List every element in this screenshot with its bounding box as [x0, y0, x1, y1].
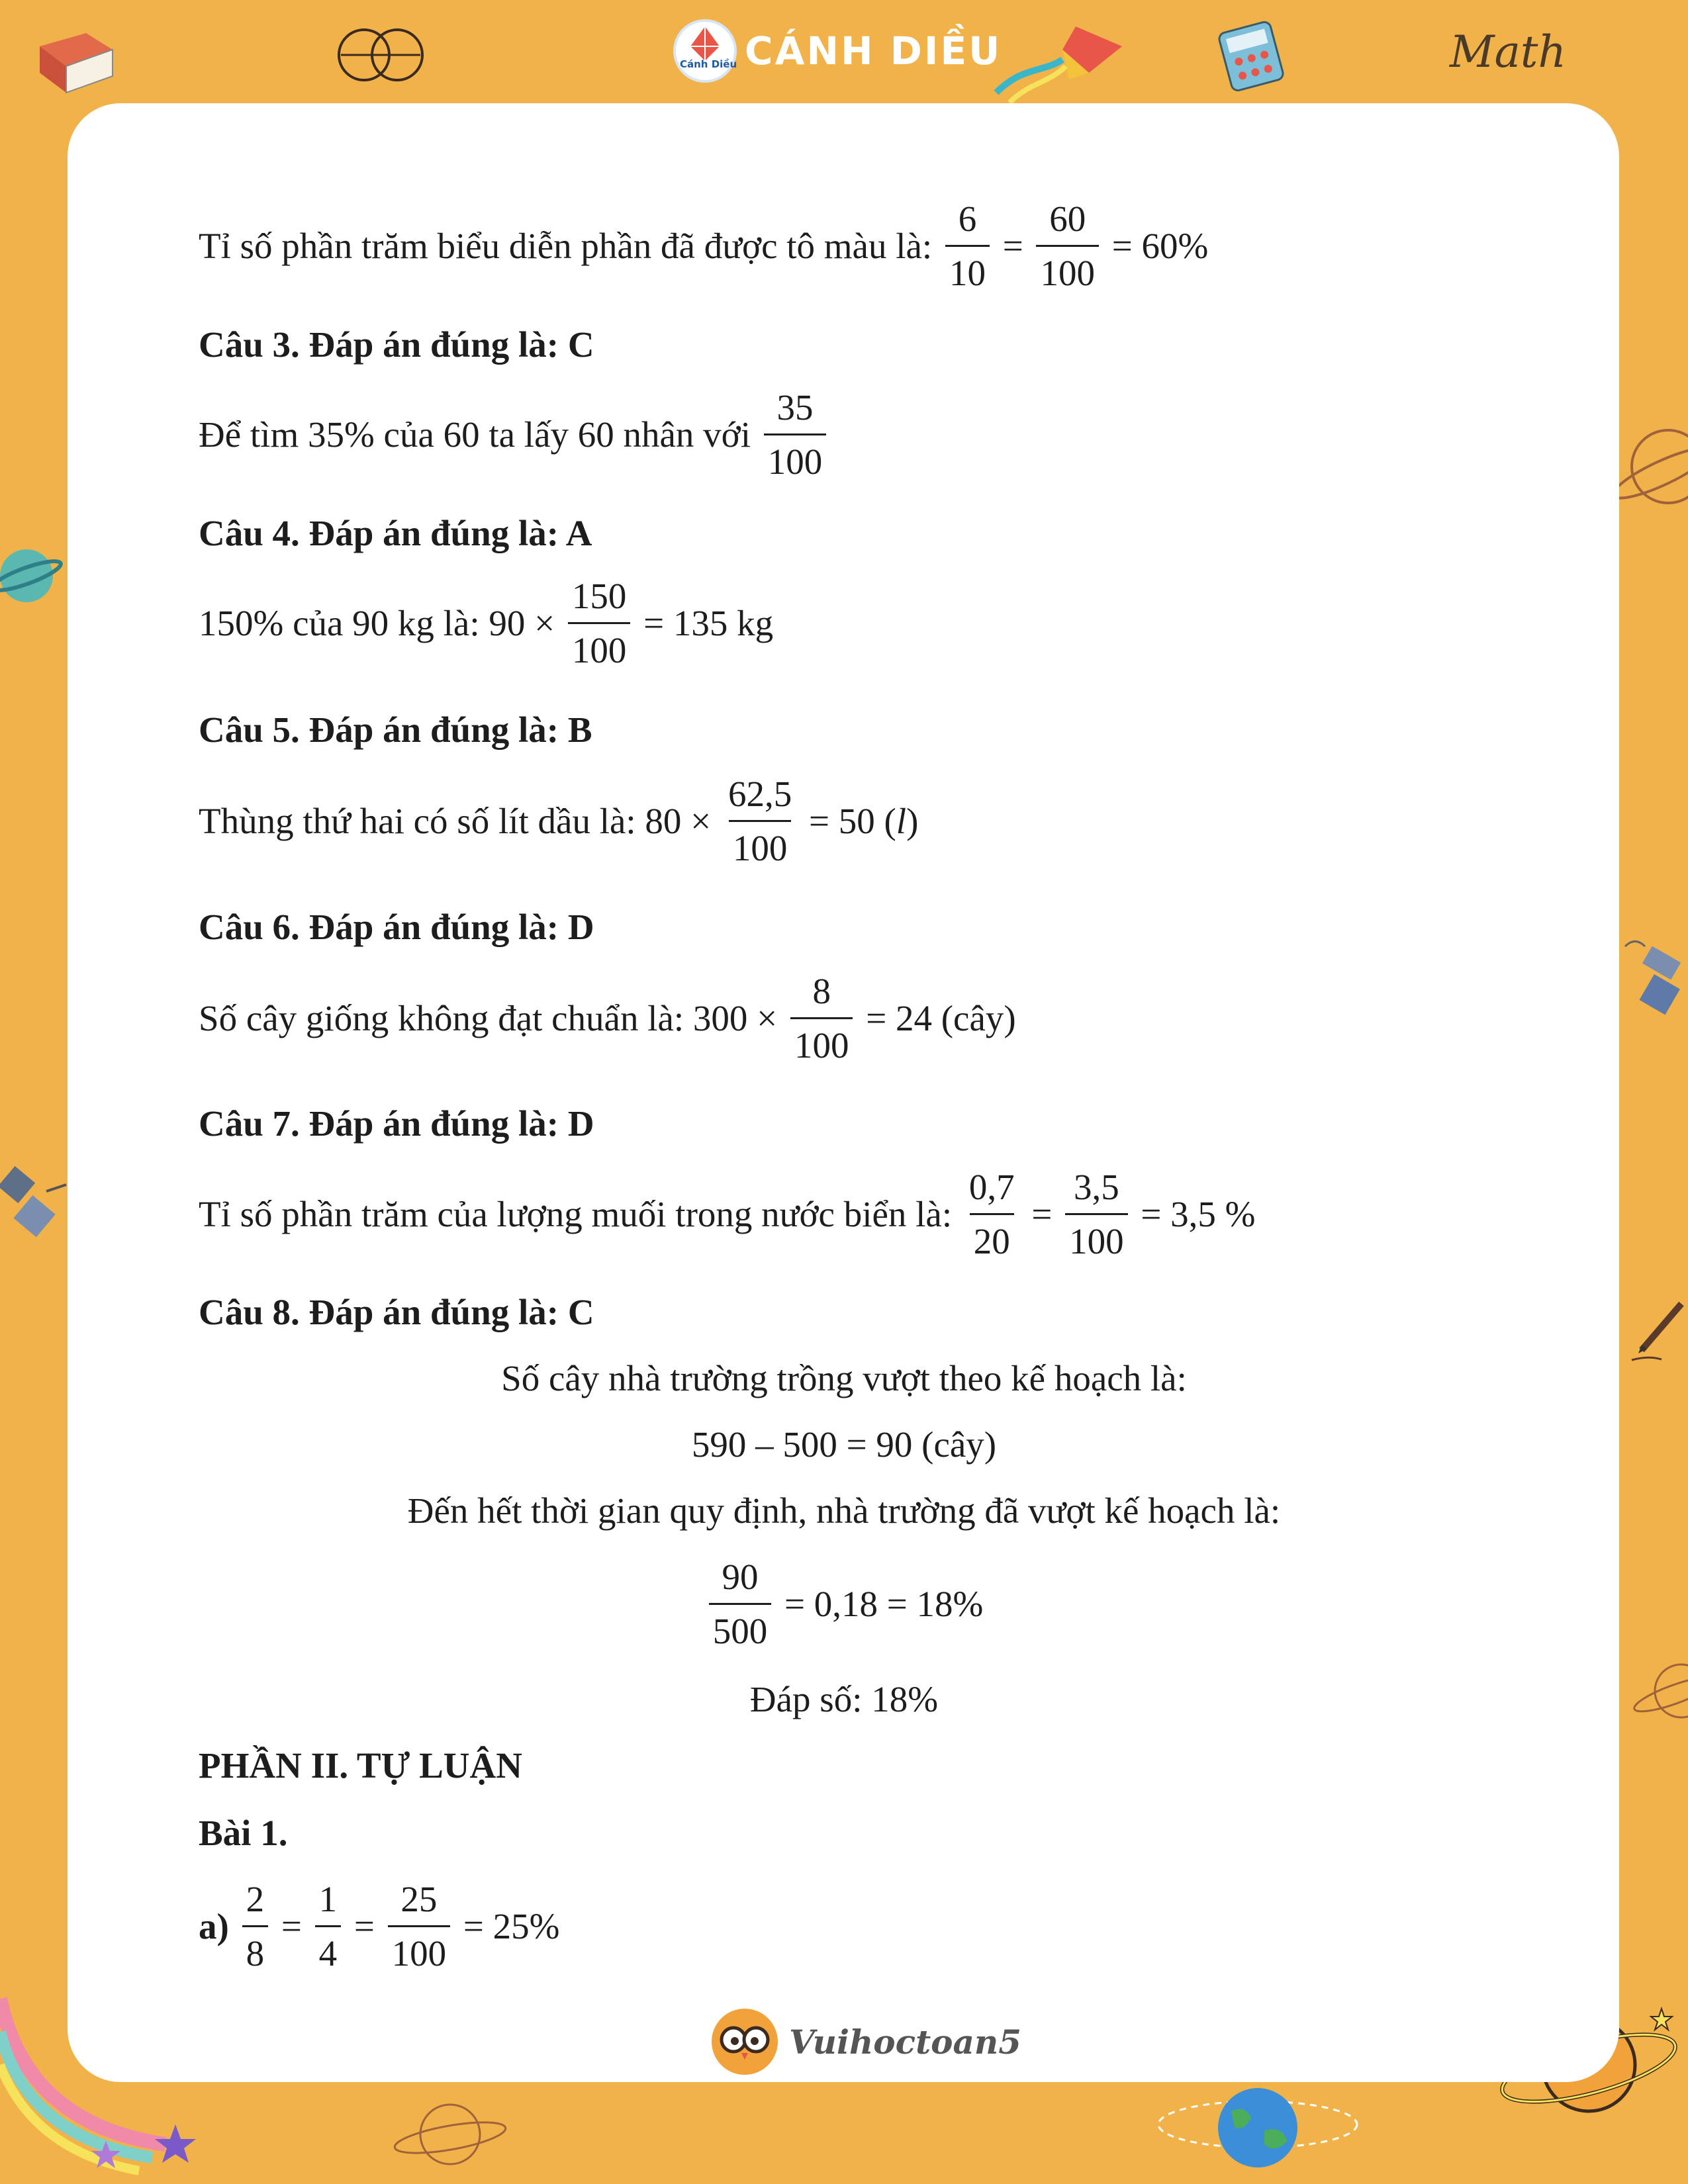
q4-denominator: 100: [568, 622, 631, 668]
q8-line-1: Số cây nhà trường trồng vượt theo kế hoạch là:: [501, 1358, 1187, 1398]
q4-numerator: 150: [571, 576, 627, 616]
q8-answer: Đáp số: 18%: [749, 1679, 939, 1719]
footer-brand: [708, 2005, 1021, 2078]
q8-numerator: 90: [722, 1557, 759, 1597]
a-equals-2: =: [353, 1906, 375, 1946]
brand-title: CÁNH DIỀU: [745, 28, 1002, 73]
q3-denominator: 100: [764, 433, 827, 480]
venn-diagram-icon: [328, 25, 434, 85]
a-f3-denominator: 100: [388, 1925, 451, 1972]
pencil-icon: [1628, 1297, 1688, 1363]
q6-answer-line: [199, 973, 1016, 1064]
a-fraction-2: [315, 1881, 342, 1972]
q2-fraction-1: [945, 201, 990, 291]
q7-f2-denominator: 100: [1065, 1213, 1128, 1259]
q2-f2-denominator: 100: [1036, 245, 1099, 291]
a-equals-1: =: [281, 1906, 302, 1946]
part-a-line: [199, 1881, 559, 1972]
q7-result: = 3,5 %: [1141, 1194, 1256, 1234]
part-a-label: a): [199, 1906, 229, 1946]
q2-answer-line: [199, 201, 1208, 291]
q3-fraction: [764, 389, 827, 480]
q8-denominator: 500: [709, 1603, 772, 1649]
q2-f1-numerator: 6: [958, 199, 977, 239]
q4-fraction: [568, 578, 631, 668]
q3-numerator: 35: [776, 387, 814, 428]
q7-f1-denominator: 20: [970, 1213, 1014, 1259]
q4-text: 150% của 90 kg là: 90 ×: [199, 603, 555, 643]
q6-denominator: 100: [790, 1017, 853, 1064]
q7-text: Tỉ số phần trăm của lượng muối trong nước biển là:: [199, 1194, 953, 1234]
q5-result-group: [809, 801, 918, 841]
q2-f2-numerator: 60: [1049, 199, 1086, 239]
brand-logo: [672, 15, 1002, 87]
q8-calc-line: [0, 1559, 1688, 1649]
q3-answer-line: [199, 389, 830, 480]
earth-icon: [1152, 2078, 1364, 2177]
a-fraction-3: [388, 1881, 451, 1972]
q7-answer-line: [199, 1169, 1255, 1259]
planet-bottom-icon: [391, 2095, 510, 2174]
q7-f2-numerator: 3,5: [1074, 1167, 1119, 1207]
q5-denominator: 100: [729, 820, 792, 866]
q5-heading: Câu 5. Đáp án đúng là: B: [199, 709, 592, 750]
kite-logo-icon: [672, 15, 738, 87]
planet-icon: [0, 539, 63, 612]
a-fraction-1: [242, 1881, 269, 1972]
q6-text: Số cây giống không đạt chuẩn là: 300 ×: [199, 998, 778, 1038]
q2-fraction-2: [1036, 201, 1099, 291]
q2-text: Tỉ số phần trăm biểu diễn phần đã được tô màu là:: [199, 226, 933, 266]
q5-fraction: [724, 776, 796, 866]
q4-heading: Câu 4. Đáp án đúng là: A: [199, 513, 592, 553]
a-f1-denominator: 8: [242, 1925, 269, 1972]
a-f2-numerator: 1: [318, 1879, 338, 1919]
q4-answer-line: [199, 578, 773, 668]
planet-outline-icon: [1609, 417, 1688, 516]
q7-fraction-2: [1065, 1169, 1128, 1259]
bai1-heading: Bài 1.: [199, 1813, 288, 1853]
a-result: = 25%: [463, 1906, 560, 1946]
q8-result: = 0,18 = 18%: [784, 1584, 984, 1624]
q3-heading: Câu 3. Đáp án đúng là: C: [199, 324, 594, 365]
footer-brand-text: Vuihoctoan5: [789, 2022, 1022, 2062]
q6-result: = 24 (cây): [866, 998, 1016, 1038]
q5-close: ): [906, 801, 919, 841]
calculator-icon: [1215, 20, 1288, 93]
q2-f1-denominator: 10: [945, 245, 990, 291]
q2-equals: =: [1002, 226, 1023, 266]
satellite-icon-left: [0, 1165, 73, 1257]
book-icon: [26, 20, 126, 99]
a-f1-numerator: 2: [246, 1879, 265, 1919]
kite-icon: [990, 20, 1129, 106]
q8-heading: Câu 8. Đáp án đúng là: C: [199, 1292, 594, 1332]
q5-unit: l: [896, 801, 907, 841]
q5-text: Thùng thứ hai có số lít dầu là: 80 ×: [199, 801, 712, 841]
part2-heading: PHẦN II. TỰ LUẬN: [199, 1745, 522, 1786]
q5-numerator: 62,5: [727, 774, 792, 814]
math-word: Math: [1450, 26, 1566, 77]
q7-heading: Câu 7. Đáp án đúng là: D: [199, 1103, 594, 1144]
q7-equals: =: [1031, 1194, 1053, 1234]
q2-result: = 60%: [1111, 226, 1209, 266]
q5-result: = 50 (: [808, 801, 896, 841]
q4-result: = 135 kg: [643, 603, 774, 643]
q6-numerator: 8: [812, 971, 831, 1011]
owl-logo-icon: [708, 2005, 781, 2078]
q6-heading: Câu 6. Đáp án đúng là: D: [199, 907, 594, 947]
q7-fraction-1: [965, 1169, 1019, 1259]
q8-line-3: Đến hết thời gian quy định, nhà trường đã vượt kế hoạch là:: [407, 1490, 1281, 1531]
q5-answer-line: [199, 776, 918, 866]
satellite-icon: [1618, 927, 1688, 1026]
a-f2-denominator: 4: [315, 1925, 342, 1972]
q8-line-2: 590 – 500 = 90 (cây): [691, 1424, 997, 1465]
q8-fraction: [709, 1559, 772, 1649]
q3-text: Để tìm 35% của 60 ta lấy 60 nhân với: [199, 414, 751, 455]
brand-logo-text: Cánh Diều: [680, 58, 737, 70]
q7-f1-numerator: 0,7: [968, 1167, 1015, 1207]
q6-fraction: [790, 973, 853, 1064]
a-f3-numerator: 25: [400, 1879, 438, 1919]
